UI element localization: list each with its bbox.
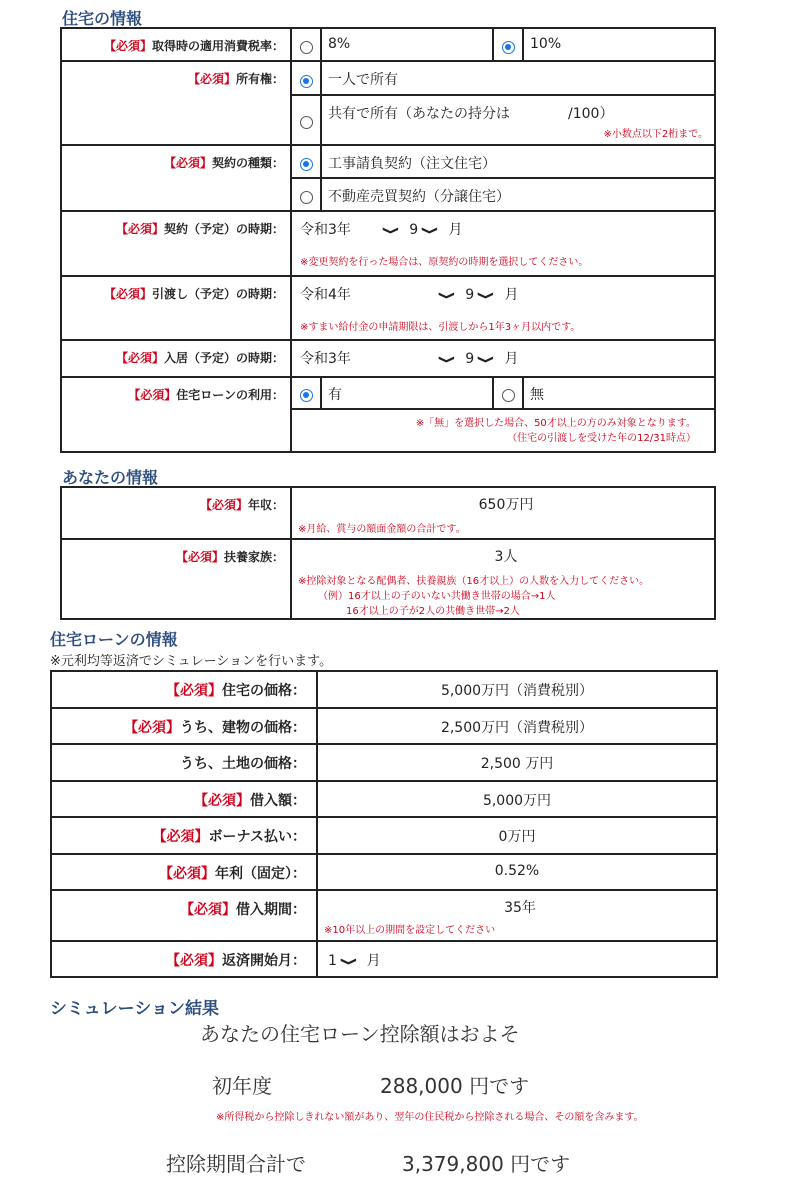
loan-section-note: ※元利均等返済でシミュレーションを行います。 (50, 654, 333, 669)
contract-construction-radio[interactable] (300, 158, 313, 171)
first-year-label: 初年度 (212, 1074, 272, 1098)
income-note: ※月給、賞与の額面金額の合計です。 (298, 524, 466, 535)
loan-use-yes-radio[interactable] (300, 389, 313, 402)
move-in-year-select[interactable]: 令和3年 ❯ (300, 351, 457, 367)
tax-10-radio[interactable] (502, 41, 515, 54)
loan-use-note-2: （住宅の引渡しを受けた年の12/31時点） (507, 433, 696, 444)
repay-start-label: 【必須】返済開始月： (51, 941, 317, 977)
total-label: 控除期間合計で (166, 1152, 306, 1176)
bonus-payment-label: 【必須】ボーナス払い： (51, 817, 317, 854)
tax-8-label: 8% (328, 36, 351, 52)
income-label: 【必須】年収： (61, 487, 291, 539)
chevron-down-icon: ❯ (438, 354, 457, 365)
building-price-label: 【必須】うち、建物の価格： (51, 708, 317, 744)
loan-use-note-1: ※「無」を選択した場合、50才以上の方のみ対象となります。 (415, 418, 696, 429)
contract-year-select[interactable]: 令和3年 ❯ (300, 222, 401, 238)
building-price-input[interactable]: 2,500万円（消費税別） (317, 708, 717, 744)
chevron-down-icon: ❯ (477, 354, 496, 365)
result-section-title: シミュレーション結果 (50, 999, 219, 1019)
dependents-input[interactable]: 3人 (494, 549, 518, 565)
price-label: 【必須】住宅の価格： (51, 671, 317, 708)
dependents-note-2: （例）16才以上の子のいない共働き世帯の場合→1人 (318, 591, 556, 602)
loan-period-note: ※10年以上の期間を設定してください (324, 925, 496, 936)
loan-use-yes-label: 有 (328, 387, 342, 403)
ownership-shared-radio[interactable] (300, 116, 313, 129)
loan-period-label: 【必須】借入期間： (51, 890, 317, 941)
you-section-title: あなたの情報 (62, 468, 159, 487)
result-intro: あなたの住宅ローン控除額はおよそ (200, 1022, 520, 1046)
ownership-shared-label: 共有で所有（あなたの持分は /100） (328, 106, 614, 122)
move-in-label: 【必須】入居（予定）の時期： (61, 340, 291, 377)
handover-month-unit: 月 (504, 287, 519, 303)
handover-label: 【必須】引渡し（予定）の時期： (61, 276, 291, 340)
loan-use-label: 【必須】住宅ローンの利用： (61, 377, 291, 452)
ownership-single-radio[interactable] (300, 75, 313, 88)
total-amount: 3,379,800 円です (402, 1152, 571, 1176)
housing-form-table (60, 27, 716, 453)
contract-type-label: 【必須】契約の種類： (61, 145, 291, 211)
move-in-month-select[interactable]: 9 ❯ (465, 351, 496, 367)
dependents-note-3: 16才以上の子が2人の共働き世帯→2人 (346, 606, 520, 617)
income-input[interactable]: 650万円 (478, 497, 534, 513)
chevron-down-icon: ❯ (438, 290, 457, 301)
ownership-note: ※小数点以下2桁まで。 (603, 129, 708, 140)
handover-note: ※すまい給付金の申請期限は、引渡しから1年3ヶ月以内です。 (300, 322, 581, 333)
contract-month-unit: 月 (448, 222, 463, 238)
first-year-amount: 288,000 円です (380, 1074, 530, 1098)
move-in-month-unit: 月 (504, 351, 519, 367)
contract-sale-label: 不動産売買契約（分譲住宅） (328, 189, 510, 205)
repay-start-month-select[interactable]: 1 ❯ (328, 953, 359, 969)
borrow-amount-input[interactable]: 5,000万円 (317, 781, 717, 817)
loan-form-table (50, 670, 718, 978)
price-input[interactable]: 5,000万円（消費税別） (317, 671, 717, 708)
borrow-amount-label: 【必須】借入額： (51, 781, 317, 817)
contract-time-label: 【必須】契約（予定）の時期： (61, 211, 291, 276)
loan-use-no-radio[interactable] (502, 389, 515, 402)
handover-month-select[interactable]: 9 ❯ (465, 287, 496, 303)
ownership-single-label: 一人で所有 (328, 72, 398, 88)
chevron-down-icon: ❯ (421, 225, 440, 236)
ownership-label: 【必須】所有権： (61, 61, 291, 145)
dependents-label: 【必須】扶養家族： (61, 539, 291, 619)
tax-10-label: 10% (530, 36, 562, 52)
interest-rate-label: 【必須】年利（固定）： (51, 854, 317, 890)
contract-time-note: ※変更契約を行った場合は、原契約の時期を選択してください。 (300, 257, 589, 268)
chevron-down-icon: ❯ (477, 290, 496, 301)
you-form-table (60, 486, 716, 620)
contract-month-select[interactable]: 9 ❯ (409, 222, 440, 238)
chevron-down-icon: ❯ (340, 956, 359, 967)
chevron-down-icon: ❯ (382, 225, 401, 236)
loan-use-no-label: 無 (530, 387, 544, 403)
housing-section-title: 住宅の情報 (62, 9, 143, 28)
dependents-note-1: ※控除対象となる配偶者、扶養親族（16才以上）の人数を入力してください。 (298, 576, 650, 587)
first-year-note: ※所得税から控除しきれない額があり、翌年の住民税から控除される場合、その額を含みます。 (216, 1112, 644, 1123)
handover-year-select[interactable]: 令和4年 ❯ (300, 287, 457, 303)
loan-period-input[interactable]: 35年 (504, 900, 536, 916)
land-price-value: 2,500 万円 (317, 744, 717, 781)
contract-construction-label: 工事請負契約（注文住宅） (328, 156, 496, 172)
land-price-label: うち、土地の価格： (51, 744, 317, 781)
bonus-payment-input[interactable]: 0万円 (317, 817, 717, 854)
contract-sale-radio[interactable] (300, 191, 313, 204)
loan-section-title: 住宅ローンの情報 (50, 630, 178, 649)
repay-start-month-unit: 月 (366, 953, 381, 969)
interest-rate-input[interactable]: 0.52% (317, 854, 717, 890)
tax-rate-label: 【必須】取得時の適用消費税率： (61, 28, 291, 61)
tax-8-radio[interactable] (300, 41, 313, 54)
